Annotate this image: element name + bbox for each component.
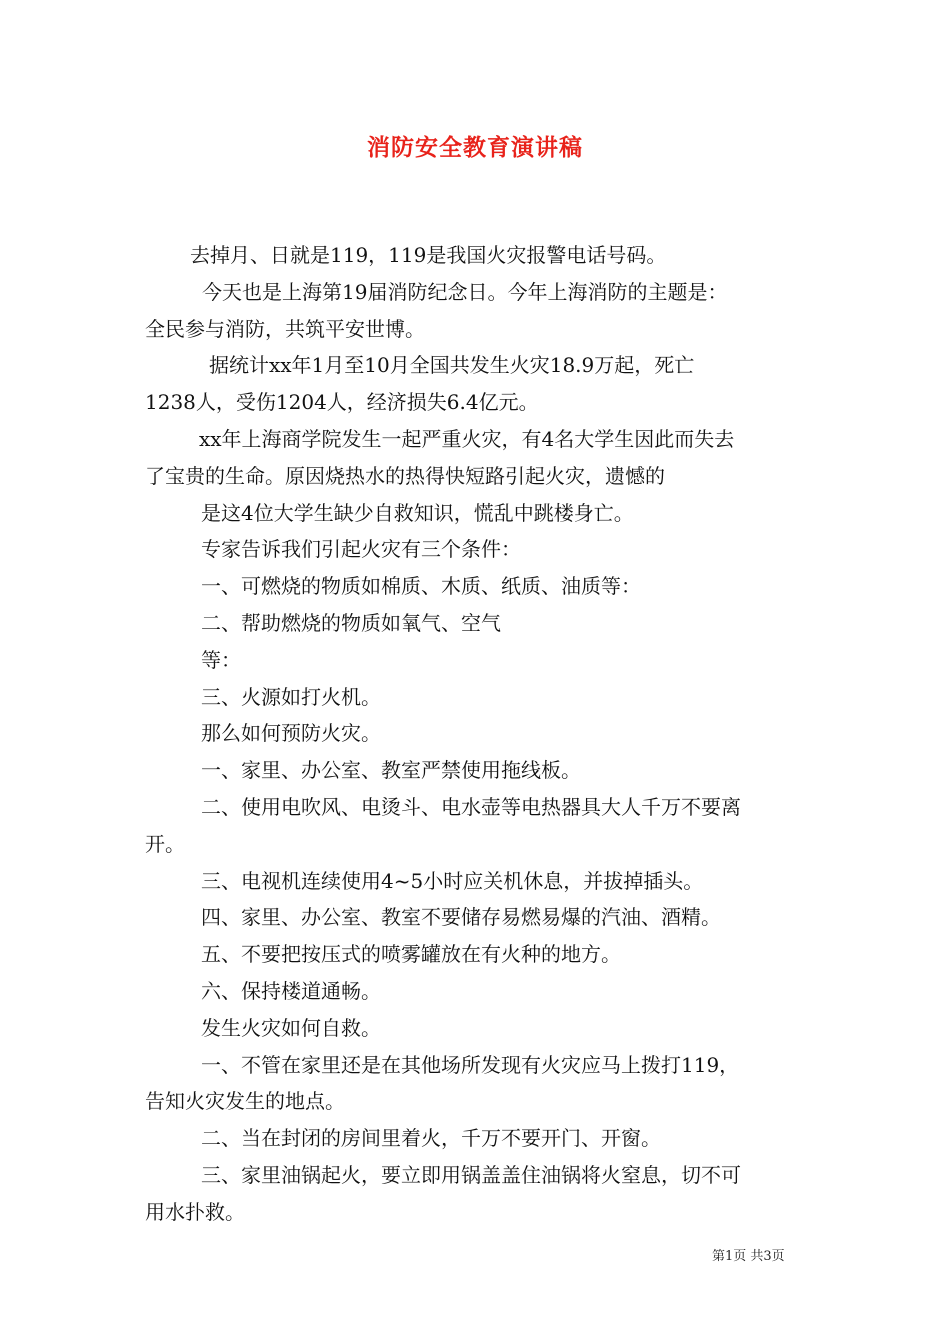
paragraph-line: 三、家里油锅起火，要立即用锅盖盖住油锅将火窒息，切不可	[201, 1162, 741, 1187]
paragraph-line: 是这4位大学生缺少自救知识，慌乱中跳楼身亡。	[201, 500, 634, 525]
page-number: 第1页 共3页	[712, 1249, 785, 1264]
paragraph-line: 等：	[201, 647, 241, 672]
paragraph-line: 发生火灾如何自救。	[201, 1015, 381, 1040]
paragraph-line: 三、电视机连续使用4~5小时应关机休息，并拔掉插头。	[201, 868, 704, 893]
paragraph-line: 一、可燃烧的物质如棉质、木质、纸质、油质等：	[201, 574, 641, 599]
paragraph-line: 开。	[145, 831, 185, 856]
paragraph-line: 五、不要把按压式的喷雾罐放在有火种的地方。	[201, 942, 621, 967]
paragraph-line: 用水扑救。	[145, 1199, 245, 1224]
paragraph-line: 二、使用电吹风、电烫斗、电水壶等电热器具大人千万不要离	[201, 794, 741, 819]
paragraph-line: 二、当在封闭的房间里着火，千万不要开门、开窗。	[201, 1126, 661, 1151]
paragraph-line: 全民参与消防，共筑平安世博。	[145, 316, 425, 341]
paragraph-line: 专家告诉我们引起火灾有三个条件：	[201, 537, 521, 562]
paragraph-line: 今天也是上海第19届消防纪念日。今年上海消防的主题是：	[202, 279, 728, 304]
paragraph-line: 六、保持楼道通畅。	[201, 978, 381, 1003]
paragraph-line: 三、火源如打火机。	[201, 684, 381, 709]
paragraph-line: 告知火灾发生的地点。	[145, 1089, 345, 1114]
paragraph-line: 了宝贵的生命。原因烧热水的热得快短路引起火灾，遗憾的	[145, 463, 665, 488]
paragraph-line: 二、帮助燃烧的物质如氧气、空气	[201, 610, 501, 635]
document-body	[145, 237, 810, 1231]
paragraph-line: 据统计xx年1月至10月全国共发生火灾18.9万起，死亡	[209, 353, 695, 378]
paragraph-line: xx年上海商学院发生一起严重火灾，有4名大学生因此而失去	[199, 426, 735, 451]
paragraph-line: 去掉月、日就是119，119是我国火灾报警电话号码。	[190, 243, 667, 267]
paragraph-line: 一、不管在家里还是在其他场所发现有火灾应马上拨打119，	[201, 1052, 740, 1077]
paragraph-line: 四、家里、办公室、教室不要储存易燃易爆的汽油、酒精。	[201, 905, 721, 930]
paragraph-line: 一、家里、办公室、教室严禁使用拖线板。	[201, 758, 581, 783]
document-title: 消防安全教育演讲稿	[367, 134, 583, 161]
paragraph-line: 那么如何预防火灾。	[201, 721, 381, 746]
paragraph-line: 1238人，受伤1204人，经济损失6.4亿元。	[145, 390, 539, 415]
